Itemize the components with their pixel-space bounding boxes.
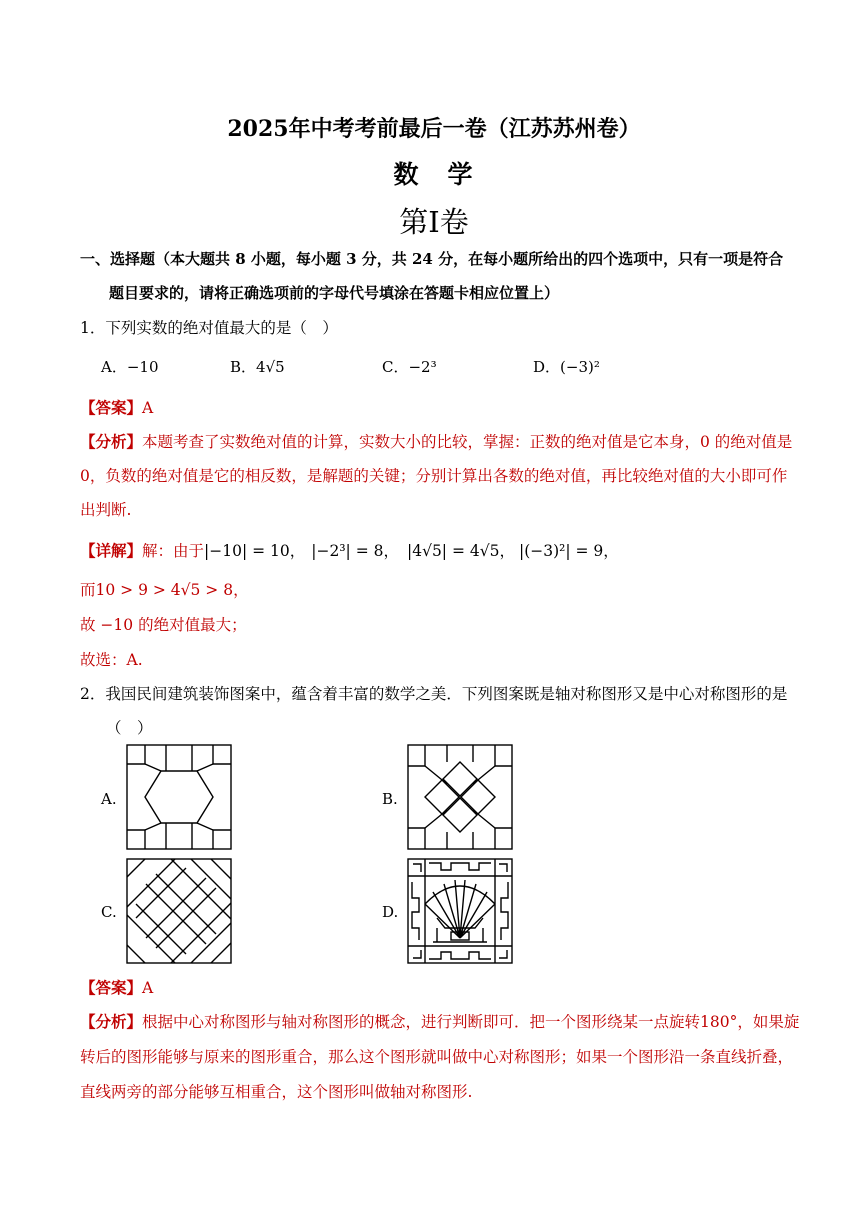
q1-analysis-line2: 0，负数的绝对值是它的相反数，是解题的关键；分别计算出各数的绝对值，再比较绝对值的大小即可作 [80,467,788,485]
q1-option-d-label: D． [533,358,561,376]
q1-option-d-value: (−3)² [560,358,600,376]
fan-lattice-pattern-icon [407,858,513,964]
q2-analysis-tag: 【分析】 [80,1012,143,1031]
q1-option-b-value: 4√5 [256,358,285,376]
q1-stem: 1．下列实数的绝对值最大的是（ ） [80,319,338,337]
answer-value: A [142,399,154,417]
detail-eq3: |4√5| = 4√5， [406,542,515,560]
part-title: 第I卷 [399,205,469,239]
answer-tag: 【答案】 [80,398,143,417]
detail-tag: 【详解】 [80,541,143,560]
subject-title: 数 学 [393,160,475,189]
q2-stem-line2: （ ） [106,719,153,737]
section-heading-line1: 一、选择题（本大题共 8 小题，每小题 3 分，共 24 分，在每小题所给出的四个选项中，只有一项是符合 [80,250,784,268]
q1-option-c-value: −2³ [408,358,437,376]
analysis-text: 本题考查了实数绝对值的计算，实数大小的比较，掌握：正数的绝对值是它本身，0 的绝对值是 [142,433,793,451]
q2-option-a-label: A. [101,790,117,808]
detail-eq4: |(−3)²| = 9， [518,542,619,560]
q2-answer [80,976,153,998]
q2-option-d-label: D. [382,903,399,921]
q1-analysis-line1 [80,430,792,452]
q1-detail-line4: 故选：A. [80,651,143,669]
detail-intro: 解：由于 [142,542,205,560]
q2-option-c-label: C. [101,903,117,921]
q2-analysis-line3: 直线两旁的部分能够互相重合，这个图形叫做轴对称图形. [80,1083,473,1101]
analysis-tag: 【分析】 [80,432,143,451]
q1-option-c-label: C． [382,358,409,376]
q2-analysis-line2: 转后的图形能够与原来的图形重合，那么这个图形就叫做中心对称图形；如果一个图形沿一条直线折叠， [80,1048,794,1066]
q1-option-b-label: B． [230,358,257,376]
q1-detail-line2: 而10 > 9 > 4√5 > 8， [80,581,249,599]
q2-analysis-line1 [80,1010,799,1032]
document-title: 2025年中考考前最后一卷（江苏苏州卷） [227,116,641,142]
interlocking-square-pattern-icon [407,744,513,850]
q1-option-d [533,356,600,377]
detail-eq2: |−2³| = 8， [311,542,399,560]
q2-analysis-text: 根据中心对称图形与轴对称图形的概念，进行判断即可．把一个图形绕某一点旋转180°，如果旋 [142,1013,800,1031]
q1-detail-line3: 故 −10 的绝对值最大； [80,616,247,634]
q1-detail-line1 [80,539,619,561]
q1-option-b [230,356,285,377]
q2-answer-value: A [142,979,154,997]
hexagon-tile-pattern-icon [126,744,232,850]
q1-option-a-label: A． [101,358,127,376]
q1-option-a [101,356,159,377]
detail-eq1: |−10| = 10， [204,542,306,560]
q2-answer-tag: 【答案】 [80,978,143,997]
q1-option-a-value: −10 [126,358,159,376]
section-heading-line2: 题目要求的，请将正确选项前的字母代号填涂在答题卡相应位置上） [109,284,560,302]
q1-option-c [382,356,437,377]
q1-analysis-line3: 出判断. [80,501,132,519]
woven-lattice-pattern-icon [126,858,232,964]
q2-stem-line1: 2．我国民间建筑装饰图案中，蕴含着丰富的数学之美．下列图案既是轴对称图形又是中心对称图形的是 [80,685,788,703]
q2-option-b-label: B. [382,790,398,808]
q1-answer [80,396,153,418]
